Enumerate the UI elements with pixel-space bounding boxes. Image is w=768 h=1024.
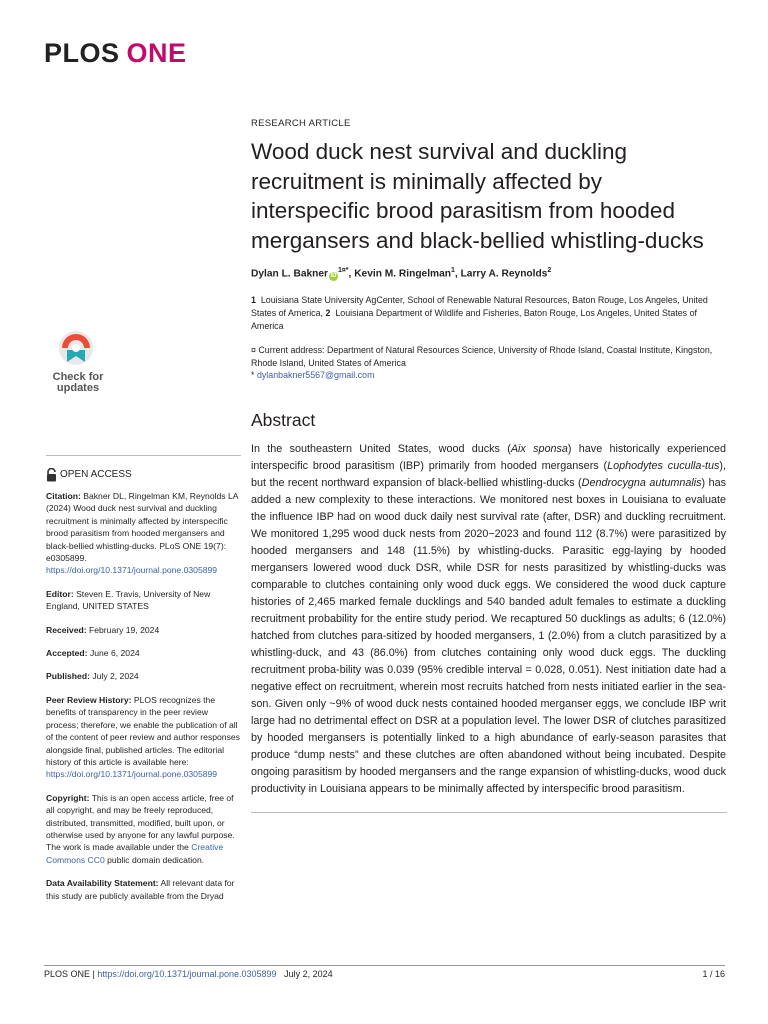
footer-doi-link[interactable]: https://doi.org/10.1371/journal.pone.0305899 — [97, 969, 277, 979]
page-number: 1 / 16 — [702, 969, 725, 979]
open-access-label: OPEN ACCESS — [46, 468, 241, 482]
copyright-block: Copyright: This is an open access article, free of all copyright, and may be freely reproduced, distributed, transmitted, modified, built upon, or otherwise used by anyone for any lawful purpose. The work is made available under the Creative Commons CC0 public domain dedication. — [46, 792, 235, 865]
check-updates-label: Check for updates — [52, 371, 104, 394]
sidebar-divider — [46, 455, 241, 456]
peer-review-block: Peer Review History: PLOS recognizes the benefits of transparency in the peer review process; therefore, we enable the publication of all of the content of peer review and author responses alongside final, published articles. The editorial history of this article is available here: https://doi.org/10.1371/journal.pone.0305899 — [46, 694, 240, 780]
logo-plos: PLOS — [44, 38, 120, 68]
page-footer: PLOS ONE | https://doi.org/10.1371/journal.pone.0305899 July 2, 2024 1 / 16 — [44, 969, 725, 979]
abstract-text: In the southeastern United States, wood ducks (Aix sponsa) have historically experienced interspecific brood parasitism (IBP) primarily from hooded mergansers (Lophodytes cuculla-tus), but the recent northward expansion of black-bellied whistling-ducks (Dendrocygna autumnalis) has added a new complexity to these interactions. We monitored nest boxes in Louisiana to evaluate the influence IBP had on wood duck daily nest survival rate (after, DSR) and duckling recruitment. We monitored 1,295 wood duck nests from 2020−2023 and found 112 (8.7%) were parasitized by hooded mergansers and 148 (11.5%) by whistling-ducks. Parasitic egg-laying by hooded mergansers lowered wood duck DSR, while DSR for nests parasitized by whistling-ducks was comparable to clutches containing only wood duck eggs. We considered the wood duck capture histories of 2,465 marked female ducklings and 540 banded adult females to estimate a duckling recruitment probability for the entire study period. We recaptured 50 ducklings as adults; 6 (12.0%) hatched from clutches para-sitized by hooded mergansers, 1 (2.0%) from a clutch parasitized by a whistling-duck, and 43 (86.0%) from clutches containing only wood duck eggs. The duckling recruitment proba-bility was 0.039 (95% credible interval = 0.028, 0.051). Nest initiation date had a negative effect on recruitment, wherein most recruits hatched from nests initiated earlier in the sea-son. Given only ~9% of wood duck nests contained hooded merganser eggs, we conclude IBP writ large had no detrimental effect on DSR at a population level. The lower DSR of clutches parasitized by hooded mergansers is potentially linked to a high abundance of early-season parasites that produce “dump nests” and these clutches are often abandoned without being incubated. Despite ongoing parasitism by hooded mergansers and the range expansion of whistling-ducks, wood duck productivity in Louisiana appears to be minimally affected by interspecific brood parasitism. — [251, 442, 727, 795]
citation-block: Citation: Bakner DL, Ringelman KM, Reynolds LA (2024) Wood duck nest survival and duckling recruitment is minimally affected by interspecific brood parasitism from hooded mergansers and black-bellied whistling-ducks. PLoS ONE 19(7): e0305899. https://doi.org/10.1371/journal.pone.0305899 — [46, 491, 239, 576]
author-list: Dylan L. Bakner $iD^{1¤*}$, Kevin M. Ringelman$^1$, Larry A. Reynolds$^2$ — [251, 267, 552, 280]
article-type: RESEARCH ARTICLE — [251, 118, 351, 129]
editor-block: Editor: Steven E. Travis, University of New England, UNITED STATES — [46, 588, 211, 612]
article-title: Wood duck nest survival and duckling recruitment is minimally affected by interspecific brood parasitism from hooded mergansers and black-bellied whistling-ducks — [251, 139, 704, 253]
published-block: Published: July 2, 2024 — [46, 671, 139, 682]
footer-rule — [44, 965, 725, 966]
received-block: Received: February 19, 2024 — [46, 624, 160, 635]
article-main — [251, 118, 726, 813]
data-availability-block: Data Availability Statement: All relevant data for this study are publicly available from the Dryad — [46, 878, 235, 901]
author-name[interactable]: Larry A. Reynolds — [460, 268, 548, 280]
email-link[interactable]: dylanbakner5567@gmail.com — [256, 370, 375, 381]
check-updates-icon — [45, 328, 105, 372]
footer-date: July 2, 2024 — [284, 969, 333, 979]
affiliations: 1 Louisiana State University AgCenter, School of Renewable Natural Resources, Baton Rouge, Los Angeles, United States of America, 2 Louisiana Department of Wildlife and Fisheries, Baton Rouge, Los Angeles, United States of America — [251, 295, 708, 331]
footer-journal: PLOS ONE — [44, 969, 91, 979]
logo-one: ONE — [126, 38, 187, 68]
author-name[interactable]: Kevin M. Ringelman — [354, 268, 451, 280]
current-address: ¤ Current address: Department of Natural Resources Science, University of Rhode Island, Coastal Institute, Kingston, Rhode Island, United States of America * dylanbakner5567@gmail.com — [251, 345, 713, 381]
cc0-link[interactable]: Creative Commons CC0 — [46, 842, 224, 865]
author-name[interactable]: Dylan L. Bakner — [251, 268, 328, 280]
orcid-icon[interactable]: iD — [330, 273, 337, 280]
plos-one-logo[interactable] — [44, 38, 187, 69]
abstract-heading: Abstract — [251, 409, 316, 430]
article-info-sidebar — [46, 455, 241, 913]
abstract-end-rule — [251, 812, 727, 813]
citation-doi-link[interactable]: https://doi.org/10.1371/journal.pone.0305899 — [46, 565, 218, 576]
accepted-block: Accepted: June 6, 2024 — [46, 648, 140, 659]
peer-review-link[interactable]: https://doi.org/10.1371/journal.pone.0305899 — [46, 769, 218, 780]
open-lock-icon — [46, 468, 57, 482]
